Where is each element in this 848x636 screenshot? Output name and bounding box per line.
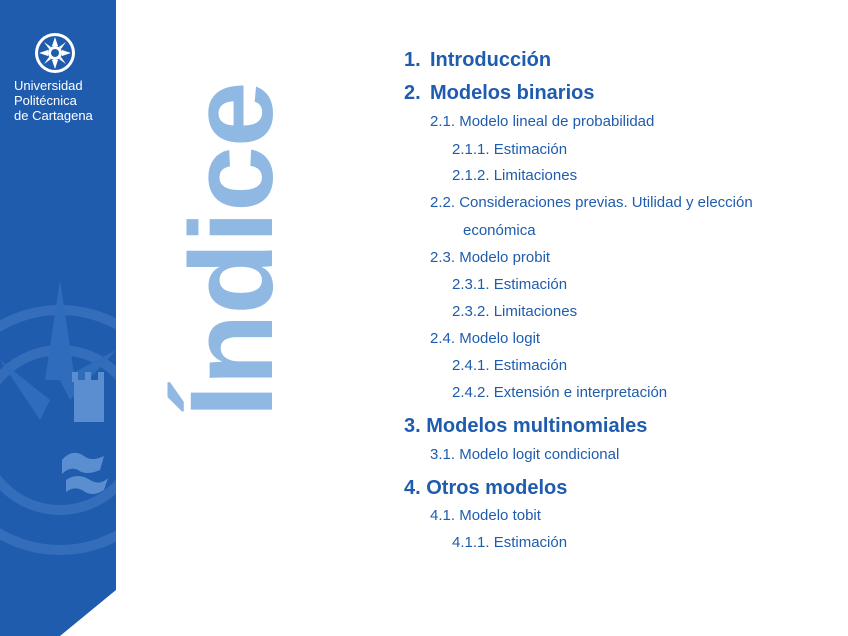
toc-item [463, 222, 536, 239]
toc-item [404, 49, 551, 72]
toc-item-label: Modelo lineal de probabilidad [459, 113, 655, 130]
toc-item-number: 3. [404, 415, 421, 437]
toc-item [452, 384, 667, 401]
toc-item [430, 330, 540, 347]
toc-item-label: Estimación [493, 276, 568, 293]
toc-item-label: Modelo probit [459, 249, 551, 266]
toc-item-label: Otros modelos [426, 477, 568, 499]
toc-item-number: 2.3.2. [452, 303, 490, 320]
toc-item [452, 141, 567, 158]
toc-item [452, 303, 577, 320]
toc-item-number: 2.1. [430, 113, 456, 130]
toc-item-label: Consideraciones previas. Utilidad y elección [459, 194, 753, 211]
toc-item-number: 4.1.1. [452, 534, 490, 551]
toc-item [430, 446, 619, 463]
toc-item-label: Estimación [493, 534, 568, 551]
toc-item-number: 4.1. [430, 507, 456, 524]
toc-item [452, 357, 567, 374]
toc-item-number: 2.1.1. [452, 141, 490, 158]
university-name-line: de Cartagena [14, 108, 93, 123]
toc-item-number: 3.1. [430, 446, 456, 463]
toc-item [452, 534, 567, 551]
toc-item-number: 4. [404, 477, 421, 499]
toc-item-label: Modelos binarios [430, 82, 595, 104]
toc-item [404, 82, 594, 105]
toc-item-number: 2.3.1. [452, 276, 490, 293]
university-name-line: Politécnica [14, 93, 77, 108]
toc-item [452, 276, 567, 293]
university-logo-icon [34, 32, 76, 74]
toc-item-number: 1. [404, 49, 421, 71]
decorative-compass-emblem-icon [0, 260, 116, 636]
slide-title: Índice [166, 82, 298, 418]
university-name-line: Universidad [14, 78, 83, 93]
toc-item-label: Extensión e interpretación [493, 384, 668, 401]
toc-item-number: 2.3. [430, 249, 456, 266]
toc-item-number: 2.4. [430, 330, 456, 347]
toc-item-label: Introducción [430, 49, 552, 71]
toc-item [452, 167, 577, 184]
toc-item-label: Limitaciones [493, 167, 578, 184]
university-name [14, 78, 93, 123]
toc-item [430, 194, 753, 211]
toc-item-label: Modelo tobit [459, 507, 541, 524]
toc-item-label: económica [463, 222, 536, 239]
toc-item-number: 2. [404, 82, 421, 104]
toc-item-number: 2.2. [430, 194, 456, 211]
toc-item [430, 249, 550, 266]
toc-item-number: 2.4.2. [452, 384, 490, 401]
toc-item-number: 2.4.1. [452, 357, 490, 374]
toc-item [430, 507, 541, 524]
toc-item [430, 113, 654, 130]
toc-item-label: Modelo logit [459, 330, 541, 347]
toc-item [404, 477, 567, 500]
sidebar-panel [0, 0, 116, 636]
toc-item-label: Estimación [493, 357, 568, 374]
toc-item-label: Modelo logit condicional [459, 446, 620, 463]
toc-item-label: Estimación [493, 141, 568, 158]
toc-item-label: Limitaciones [493, 303, 578, 320]
toc-item-number: 2.1.2. [452, 167, 490, 184]
toc-item [404, 415, 647, 438]
toc-item-label: Modelos multinomiales [426, 415, 648, 437]
